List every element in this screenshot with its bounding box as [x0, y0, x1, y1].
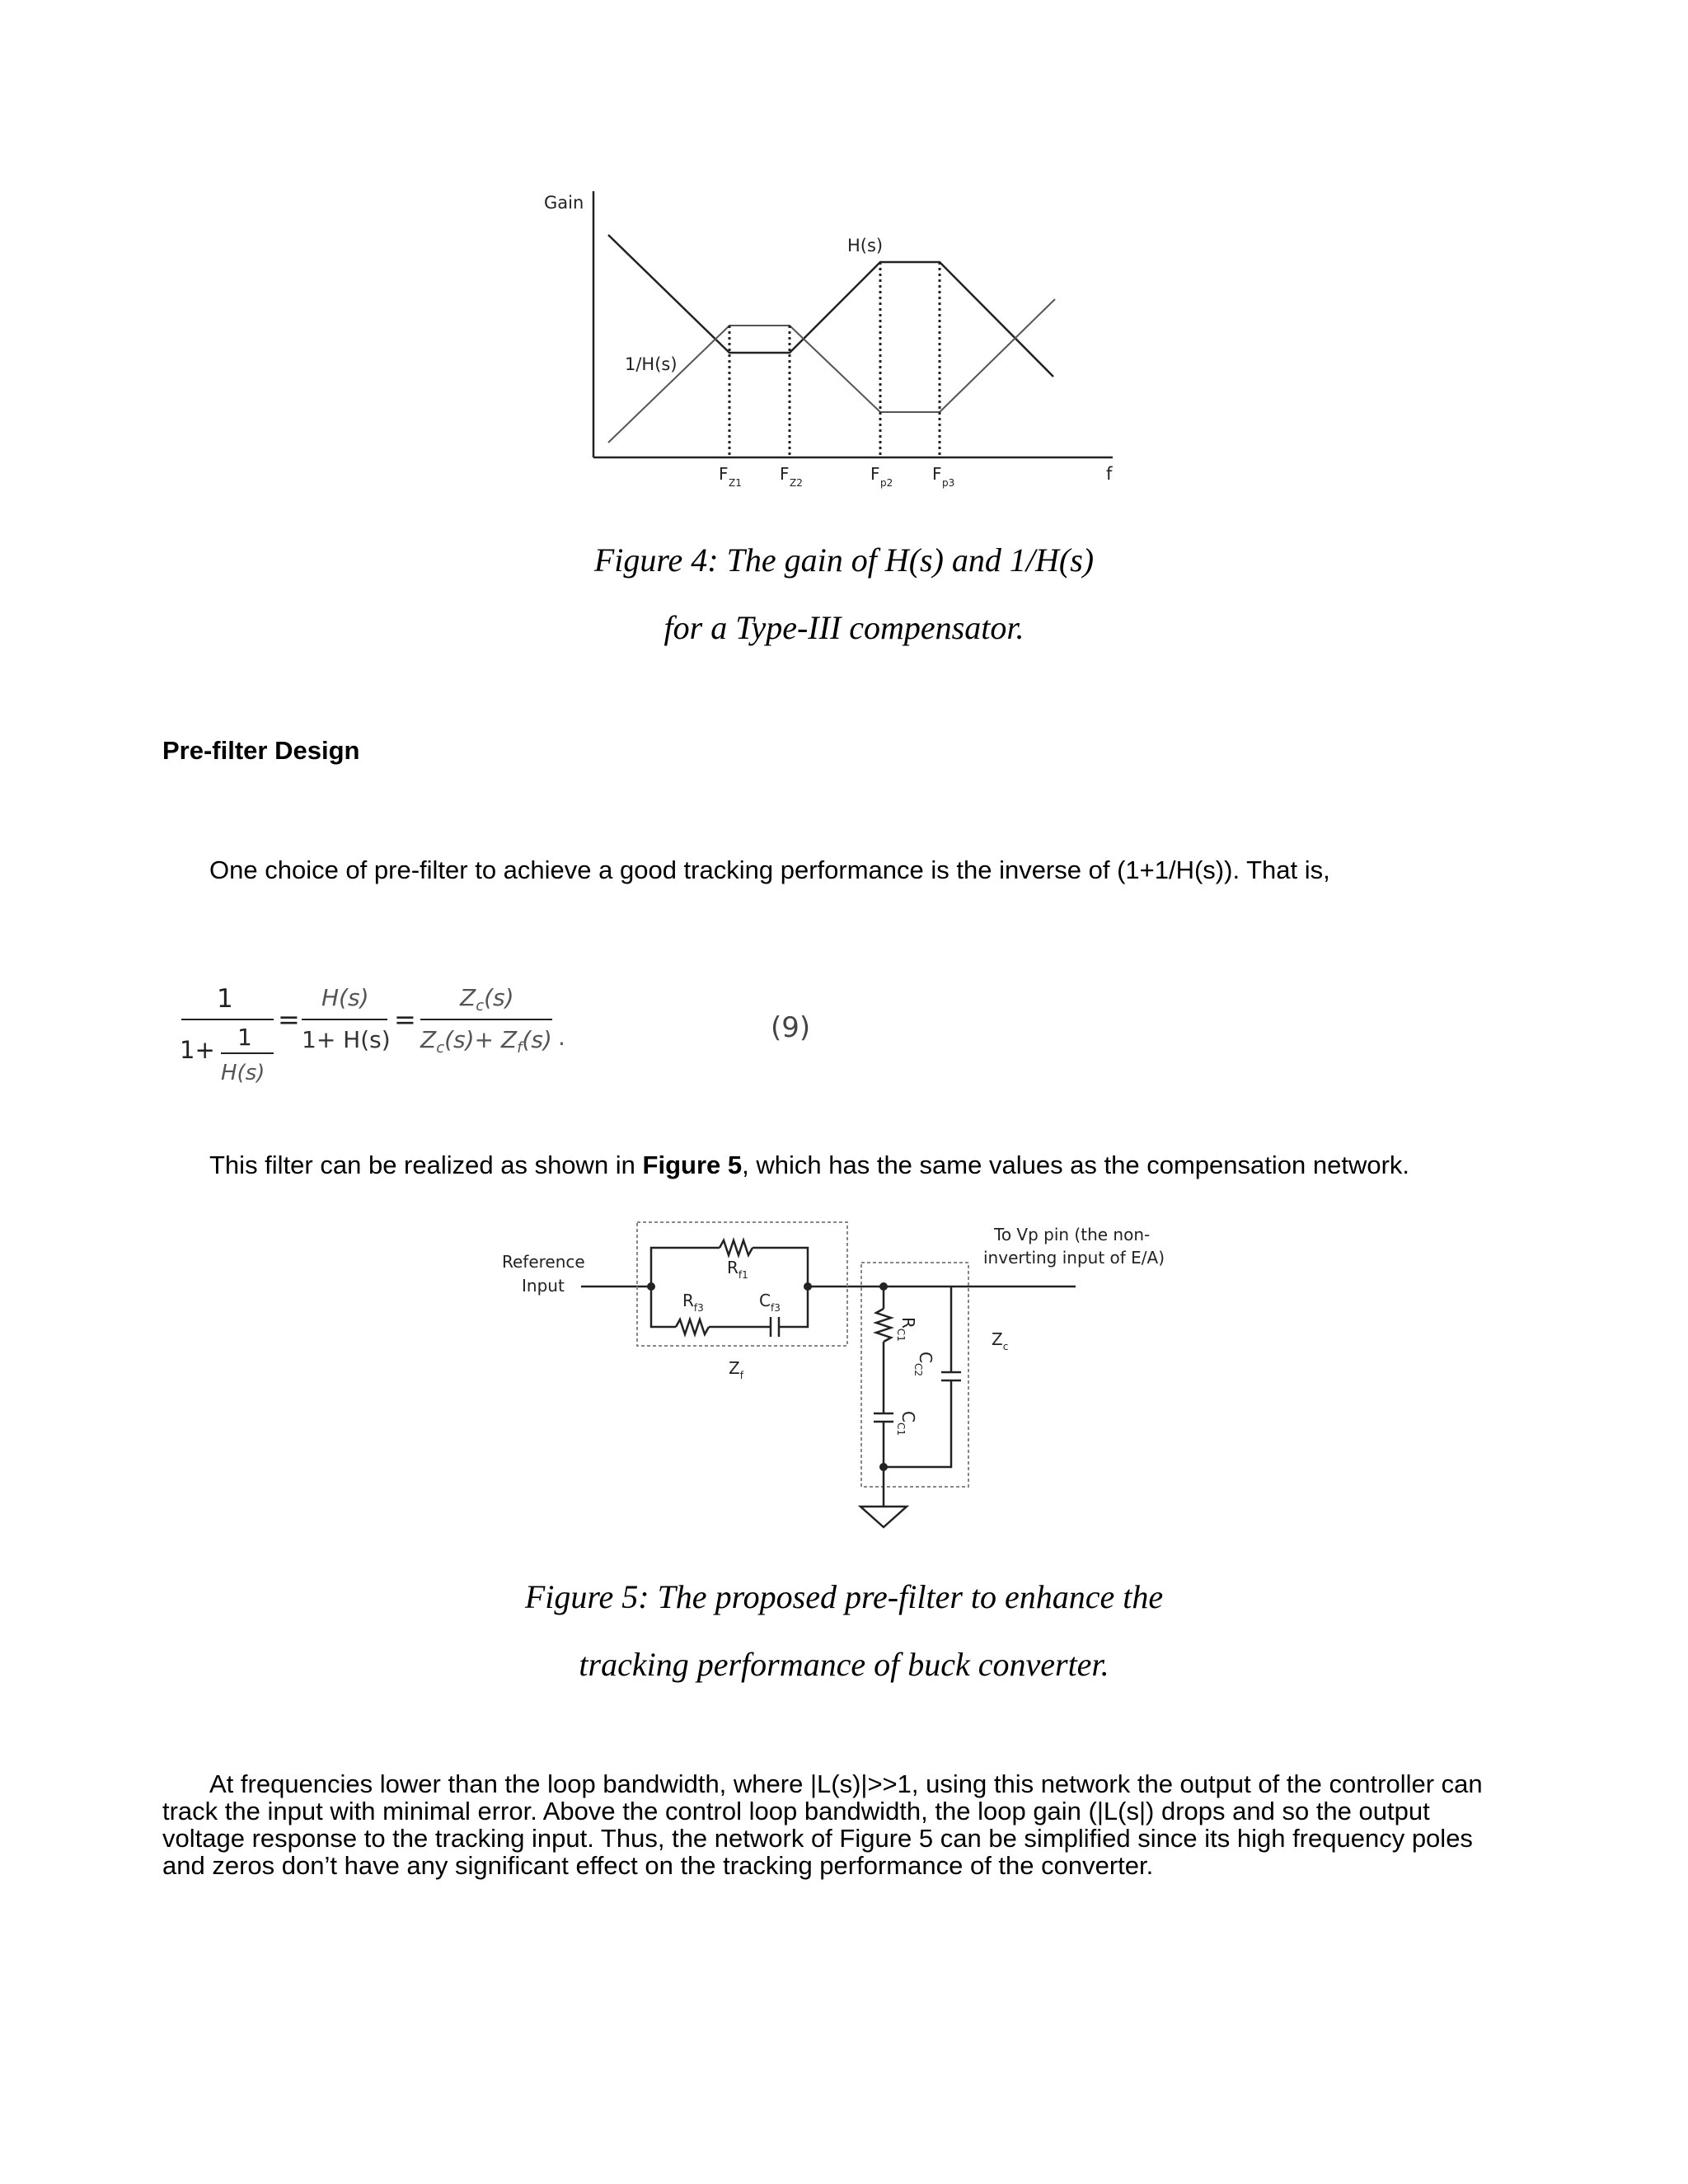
svg-text:p2: p2: [880, 477, 893, 489]
svg-text:F: F: [719, 464, 729, 484]
figure-4-gain-plot: [0, 0, 1688, 511]
cc2-label: $C_{C2}$: [912, 1352, 935, 1376]
section-heading: Pre-filter Design: [162, 736, 360, 765]
ground-symbol: [860, 1507, 907, 1527]
figure-5-caption-line-1: Figure 5: The proposed pre-filter to enhance the: [524, 1578, 1164, 1615]
svg-text:=: =: [394, 1004, 416, 1035]
realize-text-pre: This filter can be realized as shown in: [209, 1151, 643, 1179]
realize-paragraph: [209, 1151, 1409, 1179]
gain-axis-label: Gain: [544, 193, 584, 213]
rf3-label: $R_{f3}$: [682, 1291, 704, 1314]
svg-text:F: F: [870, 464, 880, 484]
svg-text:1+ H(s): 1+ H(s): [302, 1026, 391, 1053]
figure-4-caption-line-1: Figure 4: The gain of H(s) and 1/H(s): [593, 541, 1095, 579]
to-vp-label-line-1: To Vp pin (the non-: [994, 1225, 1151, 1244]
figure-5-caption-line-2: tracking performance of buck converter.: [579, 1646, 1109, 1683]
equation-9: [0, 972, 907, 1104]
rf1-resistor: [720, 1240, 753, 1255]
svg-text:p3: p3: [942, 477, 955, 489]
junction-dots: [647, 1282, 888, 1471]
realize-text-post: , which has the same values as the compensation network.: [742, 1151, 1410, 1179]
svg-text:1: 1: [237, 1024, 252, 1051]
svg-text:Z2: Z2: [790, 477, 803, 489]
freq-label-fp3: [932, 464, 954, 489]
zf-label: $Z_f$: [729, 1358, 743, 1381]
hs-label: H(s): [847, 236, 884, 255]
svg-text:=: =: [278, 1004, 300, 1035]
closing-line-3: voltage response to the tracking input. Thus, the network of Figure 5 can be simplified since its high frequency poles: [162, 1824, 1473, 1853]
zc-label: $Z_c$: [992, 1329, 1009, 1352]
intro-paragraph: One choice of pre-filter to achieve a good tracking performance is the inverse of (1+1/H(s)). That is,: [209, 855, 1330, 884]
rf1-branch: [651, 1248, 720, 1286]
reference-input-label-line-1: Reference: [502, 1252, 585, 1272]
to-vp-label-line-2: inverting input of E/A): [983, 1248, 1165, 1268]
figure-5-reference: Figure 5: [642, 1151, 743, 1179]
closing-line-1: At frequencies lower than the loop bandwidth, where |L(s)|>>1, using this network the output of the controller can: [209, 1769, 1483, 1798]
rf3-resistor: [676, 1319, 709, 1334]
inverse-hs-label: 1/H(s): [625, 354, 678, 374]
closing-line-2: track the input with minimal error. Above the control loop bandwidth, the loop gain (|L(s|) drops and so the output: [162, 1797, 1430, 1825]
svg-text:Zc(s): $Z_c(s)$: [460, 984, 514, 1015]
svg-text:H(s): H(s): [321, 984, 369, 1011]
rc1-label: $R_{C1}$: [895, 1317, 918, 1342]
equation-tag: (9): [771, 1011, 811, 1044]
svg-text:1: 1: [217, 984, 233, 1014]
closing-line-4: and zeros don’t have any significant effect on the tracking performance of the converter.: [162, 1851, 1154, 1880]
cf3-label: $C_{f3}$: [759, 1291, 781, 1314]
svg-text:Zc(s)+ Zf(s): $Z_c(s)+ Z_f(s)$: [420, 1026, 552, 1057]
rc1-resistor: [876, 1309, 891, 1342]
svg-text:H(s): H(s): [221, 1061, 265, 1085]
frequency-markers: [729, 262, 940, 457]
svg-text:1+: 1+: [180, 1036, 215, 1064]
cc1-label: $C_{C1}$: [895, 1411, 918, 1436]
freq-label-fz1: [719, 464, 742, 489]
svg-text:Z1: Z1: [729, 477, 742, 489]
freq-label-fp2: [870, 464, 893, 489]
figure-5-prefilter-circuit: [0, 1203, 1688, 1549]
closing-paragraph: [162, 1770, 1522, 1879]
svg-text:.: .: [558, 1024, 565, 1051]
figure-4-caption-line-2: for a Type-III compensator.: [663, 609, 1025, 646]
svg-text:F: F: [780, 464, 790, 484]
rf1-label: $R_{f1}$: [727, 1258, 748, 1281]
freq-label-fz2: [780, 464, 803, 489]
svg-text:F: F: [932, 464, 942, 484]
f-axis-label: f: [1106, 464, 1113, 484]
reference-input-label-line-2: Input: [522, 1276, 565, 1296]
